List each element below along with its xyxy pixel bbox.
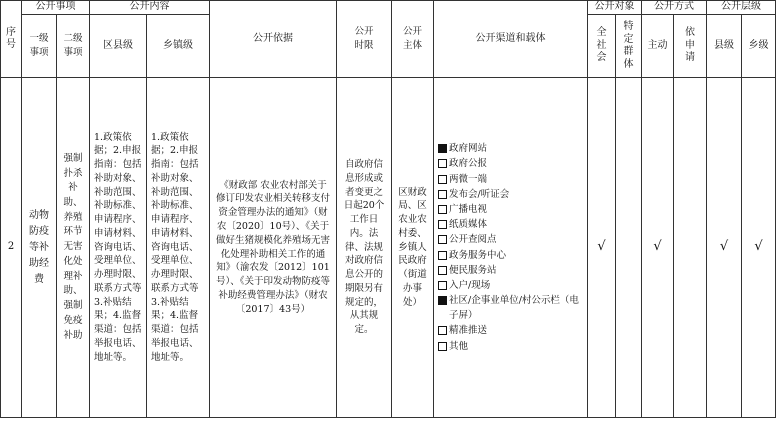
unchecked-box-icon xyxy=(438,342,447,351)
channel-label: 入户/现场 xyxy=(449,279,491,291)
row-basis: 《财政部 农业农村部关于修订印发农业相关转移支付资金管理办法的通知》（财农〔2020〕10号）、《关于做好生猪规模化养殖场无害化处理补助相关工作的通知》（渝农发〔2012〕101号）、《关于印发动物防疫等补助经费管理办法》（财农〔2017〕43号） xyxy=(210,78,337,418)
row-channels xyxy=(434,78,588,418)
header-target-group: 公开对象 xyxy=(588,1,642,15)
header-item-group: 公开事项 xyxy=(22,1,90,15)
table-row xyxy=(1,78,776,418)
channel-row xyxy=(438,232,583,262)
header-township-level: 乡级 xyxy=(742,15,776,78)
row-check-specific-group xyxy=(616,78,642,418)
channel-option xyxy=(438,172,516,187)
channel-label: 精准推送 xyxy=(449,325,488,337)
header-all-society: 全社会 xyxy=(588,15,616,78)
channel-option xyxy=(438,141,516,156)
header-county: 区县级 xyxy=(90,15,147,78)
unchecked-box-icon xyxy=(438,251,447,260)
channels-list xyxy=(434,141,587,354)
channel-label: 其他 xyxy=(449,340,469,352)
channel-option xyxy=(438,187,516,202)
channel-option xyxy=(438,156,516,171)
unchecked-box-icon xyxy=(438,159,447,168)
header-active: 主动 xyxy=(642,15,674,78)
channel-label: 两微一端 xyxy=(449,173,488,185)
row-check-county: √ xyxy=(707,78,742,418)
channel-option xyxy=(438,323,516,338)
channel-label: 政务服务中心 xyxy=(449,249,507,261)
header-content-group: 公开内容 xyxy=(90,1,210,15)
channel-row xyxy=(438,293,583,323)
channel-label: 政府网站 xyxy=(449,143,488,155)
channel-row xyxy=(438,263,583,293)
channel-label: 公开查阅点 xyxy=(449,234,497,246)
unchecked-box-icon xyxy=(438,266,447,275)
channel-row xyxy=(438,323,583,353)
checked-box-icon xyxy=(438,144,447,153)
checked-box-icon xyxy=(438,296,447,305)
row-level2: 强制扑杀补助、养殖环节无害化处理补助、强制免疫补助 xyxy=(57,78,90,418)
unchecked-box-icon xyxy=(438,175,447,184)
unchecked-box-icon xyxy=(438,235,447,244)
header-on-request: 依申请 xyxy=(674,15,707,78)
header-county-level: 县级 xyxy=(707,15,742,78)
channel-option xyxy=(438,293,583,323)
header-level2: 二级事项 xyxy=(57,15,90,78)
header-mode-group: 公开方式 xyxy=(642,1,707,15)
row-check-on-request xyxy=(674,78,707,418)
channel-row xyxy=(438,202,583,232)
channel-option xyxy=(438,278,516,293)
channel-label: 政府公报 xyxy=(449,158,488,170)
channel-label: 便民服务站 xyxy=(449,264,497,276)
unchecked-box-icon xyxy=(438,220,447,229)
header-basis: 公开依据 xyxy=(210,1,337,78)
unchecked-box-icon xyxy=(438,281,447,290)
row-township-content: 1.政策依据；2.申报指南：包括补助对象、补助范围、补助标准、申请程序、申请材料、咨询电话、受理单位、办理时限、联系方式等3.补贴结果；4.监督渠道：包括举报电话、地址等。 xyxy=(147,78,210,418)
channel-label: 广播电视 xyxy=(449,203,488,215)
row-level1: 动物防疫等补助经费 xyxy=(22,78,57,418)
unchecked-box-icon xyxy=(438,190,447,199)
header-level1: 一级事项 xyxy=(22,15,57,78)
channel-row xyxy=(438,172,583,202)
channel-label: 发布会/听证会 xyxy=(449,188,510,200)
channel-option xyxy=(438,202,516,217)
header-seq: 序号 xyxy=(1,1,22,78)
row-check-active: √ xyxy=(642,78,674,418)
row-check-all-society: √ xyxy=(588,78,616,418)
row-county-content: 1.政策依据；2.申报指南：包括补助对象、补助范围、补助标准、申请程序、申请材料、咨询电话、受理单位、办理时限、联系方式等3.补贴结果；4.监督渠道：包括举报电话、地址等。 xyxy=(90,78,147,418)
header-time-limit: 公开时限 xyxy=(337,1,392,78)
header-township: 乡镇级 xyxy=(147,15,210,78)
channel-option xyxy=(438,339,516,354)
header-channels: 公开渠道和载体 xyxy=(434,1,588,78)
header-level-group: 公开层级 xyxy=(707,1,776,15)
channel-option xyxy=(438,263,516,278)
channel-option xyxy=(438,248,516,263)
row-check-township: √ xyxy=(742,78,776,418)
row-seq: 2 xyxy=(1,78,22,418)
row-subject: 区财政局、区农业农村委、乡镇人民政府（街道办事处） xyxy=(392,78,434,418)
header-subject: 公开主体 xyxy=(392,1,434,78)
channel-option xyxy=(438,217,516,232)
channel-option xyxy=(438,232,516,247)
unchecked-box-icon xyxy=(438,205,447,214)
channel-row xyxy=(438,141,583,171)
channel-label: 纸质媒体 xyxy=(449,219,488,231)
channel-label: 社区/企事业单位/村公示栏（电子屏） xyxy=(449,295,579,322)
unchecked-box-icon xyxy=(438,326,447,335)
header-specific-group: 特定群体 xyxy=(616,15,642,78)
row-time-limit: 自政府信息形成或者变更之日起20个工作日内。法律、法规对政府信息公开的期限另有规定的，从其规定。 xyxy=(337,78,392,418)
